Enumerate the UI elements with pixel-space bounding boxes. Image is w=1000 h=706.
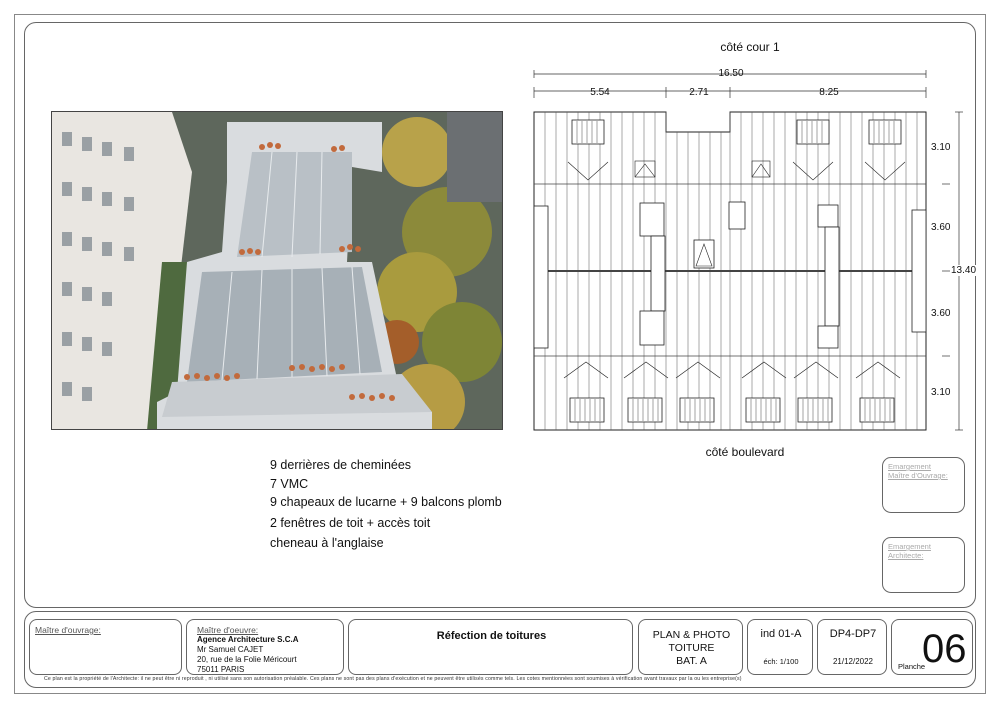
owner-signature-label: Emargement bbox=[888, 462, 931, 471]
architect-signature-box bbox=[882, 537, 965, 593]
architect-signature-label: Emargement bbox=[888, 542, 931, 551]
dimension-right-width: 8.25 bbox=[819, 87, 839, 98]
planche-number: 06 bbox=[922, 627, 967, 671]
project-cell bbox=[348, 619, 633, 675]
dimension-height-1: 3.10 bbox=[931, 142, 951, 153]
dimension-middle-width: 2.71 bbox=[689, 87, 709, 98]
code-value: DP4-DP7 bbox=[829, 628, 877, 640]
works-list bbox=[270, 456, 502, 553]
legal-disclaimer: Ce plan est la propriété de l'Architecte: il ne peut être ni reproduit , ni utilisé sans son autorisation préalable. Ces plans ne sont pas des plans d'exécution et ne peuvent être utilisés comme tels. Les cotes mentionnées sont soumises à vérification avant travaux par la ou les entreprise(s) bbox=[44, 676, 742, 682]
aerial-roof-illustration bbox=[52, 112, 503, 430]
aerial-roof-photo bbox=[51, 111, 503, 430]
top-side-label: côté cour 1 bbox=[720, 40, 780, 54]
works-item: 9 derrières de cheminées bbox=[270, 458, 412, 472]
architect-cell-label: Maître d'oeuvre: bbox=[197, 625, 259, 635]
roof-plan bbox=[520, 30, 980, 470]
document-cell bbox=[638, 619, 743, 675]
client-cell bbox=[29, 619, 182, 675]
dimension-total-width: 16.50 bbox=[718, 68, 744, 79]
dimension-height-3: 3.60 bbox=[931, 308, 951, 319]
works-item: 2 fenêtres de toit + accès toit bbox=[270, 515, 431, 530]
dimension-height-4: 3.10 bbox=[931, 387, 951, 398]
planche-cell bbox=[891, 619, 973, 675]
code-cell bbox=[817, 619, 887, 675]
document-line-3: BAT. A bbox=[676, 655, 707, 667]
owner-signature-sublabel: Maître d'Ouvrage: bbox=[888, 471, 948, 480]
agency-city: 75011 PARIS bbox=[197, 665, 245, 674]
dimension-height-2: 3.60 bbox=[931, 222, 951, 233]
dimension-left-width: 5.54 bbox=[590, 87, 610, 98]
works-item: cheneau à l'anglaise bbox=[270, 536, 384, 550]
document-line-2: TOITURE bbox=[668, 642, 715, 654]
architect-signature-sublabel: Architecte: bbox=[888, 551, 924, 560]
architect-cell bbox=[186, 619, 344, 675]
works-item: 9 chapeaux de lucarne + 9 balcons plomb bbox=[270, 495, 502, 509]
project-title: Réfection de toitures bbox=[436, 630, 547, 642]
scale-value: éch: 1/100 bbox=[763, 657, 799, 666]
owner-signature-box bbox=[882, 457, 965, 513]
architect-person: Mr Samuel CAJET bbox=[197, 645, 264, 654]
index-value: ind 01-A bbox=[760, 628, 802, 640]
agency-address: 20, rue de la Folie Méricourt bbox=[197, 655, 297, 664]
document-line-1: PLAN & PHOTO bbox=[652, 629, 731, 641]
bottom-side-label: côté boulevard bbox=[705, 445, 785, 459]
works-item: 7 VMC bbox=[270, 476, 309, 491]
index-cell bbox=[747, 619, 813, 675]
date-value: 21/12/2022 bbox=[832, 657, 874, 666]
agency-name: Agence Architecture S.C.A bbox=[197, 635, 299, 644]
client-label: Maître d'ouvrage: bbox=[35, 625, 101, 635]
planche-label: Planche bbox=[898, 662, 926, 671]
dimension-height-total: 13.40 bbox=[951, 265, 977, 276]
